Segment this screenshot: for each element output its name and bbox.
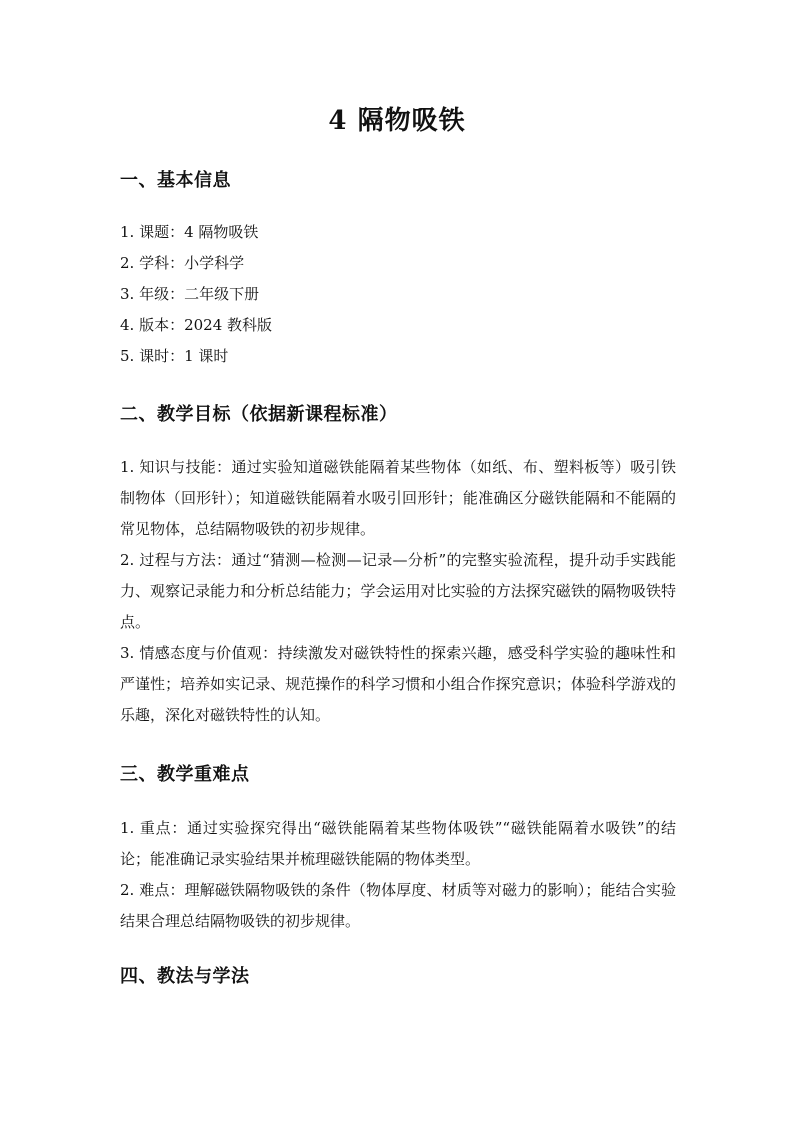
document-title: 4 隔物吸铁 — [328, 106, 466, 136]
teaching-goals-list — [120, 452, 676, 731]
list-item: 2. 过程与方法：通过“猜测—检测—记录—分析”的完整实验流程，提升动手实践能力、观察记录能力和分析总结能力；学会运用对比实验的方法探究磁铁的隔物吸铁特点。 — [120, 551, 676, 631]
list-item: 4. 版本：2024 教科版 — [120, 316, 273, 334]
section-heading-teaching-goals: 二、教学目标（依据新课程标准） — [120, 404, 398, 425]
section-heading-basic-info: 一、基本信息 — [120, 170, 231, 191]
section-heading-key-difficult-points: 三、教学重难点 — [120, 764, 250, 785]
section-heading-methods: 四、教法与学法 — [120, 966, 250, 987]
list-item: 1. 课题：4 隔物吸铁 — [120, 223, 259, 241]
list-item: 1. 知识与技能：通过实验知道磁铁能隔着某些物体（如纸、布、塑料板等）吸引铁制物体（回形针）；知道磁铁能隔着水吸引回形针；能准确区分磁铁能隔和不能隔的常见物体，总结隔物吸铁的初步规律。 — [120, 458, 676, 538]
list-item: 5. 课时：1 课时 — [120, 347, 229, 365]
list-item: 3. 年级：二年级下册 — [120, 285, 260, 303]
list-item: 1. 重点：通过实验探究得出“磁铁能隔着某些物体吸铁”“磁铁能隔着水吸铁”的结论；能准确记录实验结果并梳理磁铁能隔的物体类型。 — [120, 819, 676, 868]
list-item: 3. 情感态度与价值观：持续激发对磁铁特性的探索兴趣，感受科学实验的趣味性和严谨性；培养如实记录、规范操作的科学习惯和小组合作探究意识；体验科学游戏的乐趣，深化对磁铁特性的认知。 — [120, 644, 676, 724]
key-difficult-points-list — [120, 813, 676, 937]
list-item: 2. 学科：小学科学 — [120, 254, 245, 272]
list-item: 2. 难点：理解磁铁隔物吸铁的条件（物体厚度、材质等对磁力的影响）；能结合实验结果合理总结隔物吸铁的初步规律。 — [120, 881, 676, 930]
basic-info-list — [120, 217, 676, 372]
